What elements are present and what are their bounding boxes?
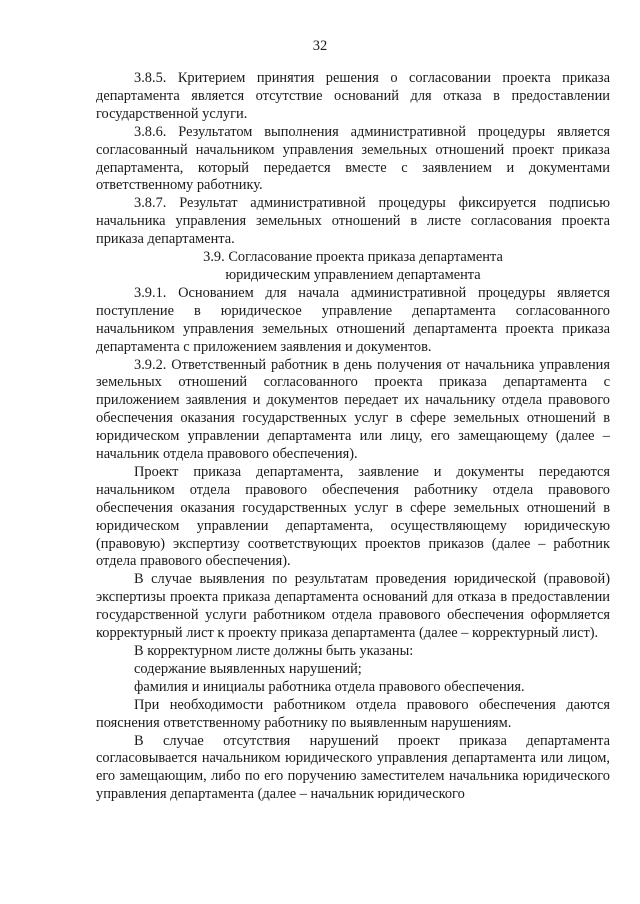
page-number: 32	[312, 38, 328, 54]
paragraph-list-item-1: содержание выявленных нарушений;	[134, 660, 362, 677]
paragraph-correction-list-intro: В корректурном листе должны быть указаны:	[134, 643, 414, 659]
paragraph-project-transfer: Проект приказа департамента, заявление и документы передаются начальником отдела правового обеспечения работнику отдела правового обеспечения оказания государственных услуг в сфере земельных отношений в юридическом управлении департамента, осуществляющему юридическую (правовую) экспертизу соответствующих проектов приказов (далее – работник отдела правового обеспечения).	[96, 463, 610, 570]
paragraph-3-9-2: 3.9.2. Ответственный работник в день получения от начальника управления земельных отношений согласованного проекта приказа департамента с приложением заявления и документов передает их начальнику отдела правового обеспечения оказания государственных услуг в сфере земельных отношений в юридическом управлении департамента или лицу, его замещающему (далее – начальник отдела правового обеспечения).	[96, 356, 610, 463]
paragraph-list-item-2: фамилия и инициалы работника отдела правового обеспечения.	[134, 678, 525, 695]
paragraph-3-8-5: 3.8.5. Критерием принятия решения о согласовании проекта приказа департамента является отсутствие оснований для отказа в предоставлении государственной услуги.	[96, 70, 610, 122]
paragraph-no-violations: В случае отсутствия нарушений проект приказа департамента согласовывается начальником юридического управления департамента или лицом, его замещающим, либо по его поручению заместителем начальника юридического управления департамента (далее – начальник юридического	[96, 732, 610, 803]
section-heading-line-1: 3.9. Согласование проекта приказа департамента	[203, 249, 503, 266]
paragraph-explanations: При необходимости работником отдела правового обеспечения даются пояснения ответственному работнику по выявленным нарушениям.	[96, 696, 610, 731]
document-body	[96, 70, 610, 804]
section-heading-line-2: юридическим управлением департамента	[225, 266, 481, 283]
paragraph-3-9-1: 3.9.1. Основанием для начала административной процедуры является поступление в юридическое управление департамента согласованного начальником управления земельных отношений департамента проекта приказа департамента с приложением заявления и документов.	[96, 284, 610, 355]
paragraph-violations-found: В случае выявления по результатам проведения юридической (правовой) экспертизы проекта приказа департамента оснований для отказа в предоставлении государственной услуги работником отдела правового обеспечения оформляется корректурный лист к проекту приказа департамента (далее – корректурный лист).	[96, 571, 610, 642]
paragraph-3-8-6: 3.8.6. Результатом выполнения административной процедуры является согласованный начальником управления земельных отношений проект приказа департамента, который передается вместе с заявлением и документами ответственному работнику.	[96, 123, 610, 194]
section-heading	[96, 249, 610, 285]
paragraph-3-8-7: 3.8.7. Результат административной процедуры фиксируется подписью начальника управления земельных отношений в листе согласования проекта приказа департамента.	[96, 195, 610, 248]
